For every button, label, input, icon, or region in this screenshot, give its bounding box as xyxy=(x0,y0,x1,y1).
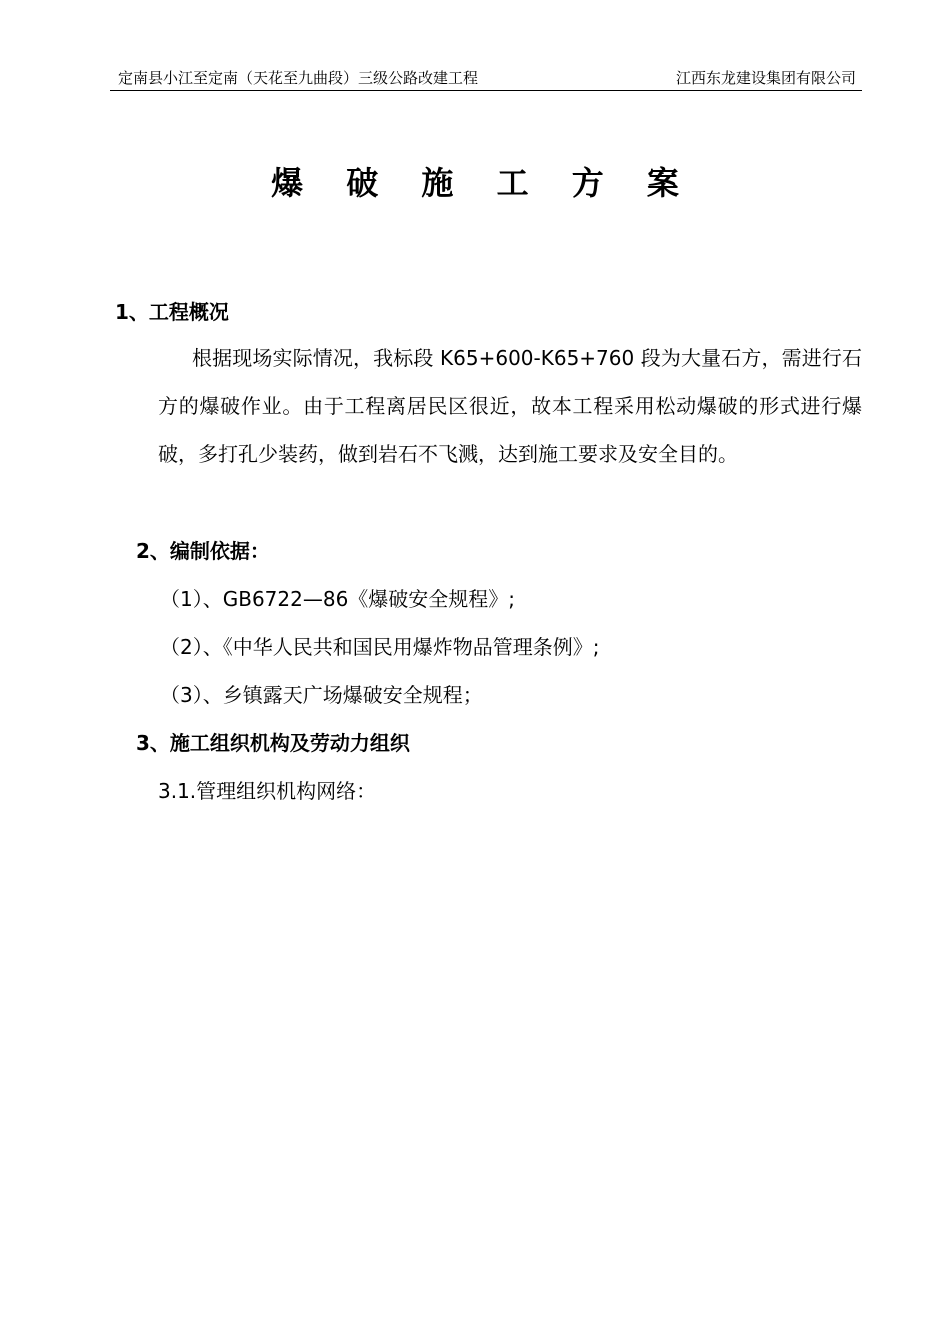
page-header xyxy=(110,66,862,91)
section-2-item-3: （3）、乡镇露天广场爆破安全规程； xyxy=(160,683,483,707)
document-title: 爆 破 施 工 方 案 xyxy=(271,164,695,202)
header-company-name: 江西东龙建设集团有限公司 xyxy=(675,69,856,87)
section-3-heading: 3、施工组织机构及劳动力组织 xyxy=(136,731,410,755)
header-project-name: 定南县小江至定南（天花至九曲段）三级公路改建工程 xyxy=(118,69,479,87)
section-1-heading: 1、工程概况 xyxy=(115,300,229,324)
section-2-item-1: （1）、GB6722—86《爆破安全规程》; xyxy=(160,587,516,611)
section-2-heading: 2、编制依据： xyxy=(136,539,270,563)
section-2-item-2: （2）、《中华人民共和国民用爆炸物品管理条例》; xyxy=(160,635,600,659)
section-1-paragraph: 根据现场实际情况，我标段 K65+600-K65+760 段为大量石方，需进行石方的爆破作业。由于工程离居民区很近，故本工程采用松动爆破的形式进行爆破，多打孔少装药，做到岩石不飞溅，达到施工要求及安全目的。 xyxy=(158,346,862,466)
section-3-subheading: 3.1.管理组织机构网络： xyxy=(158,779,377,803)
